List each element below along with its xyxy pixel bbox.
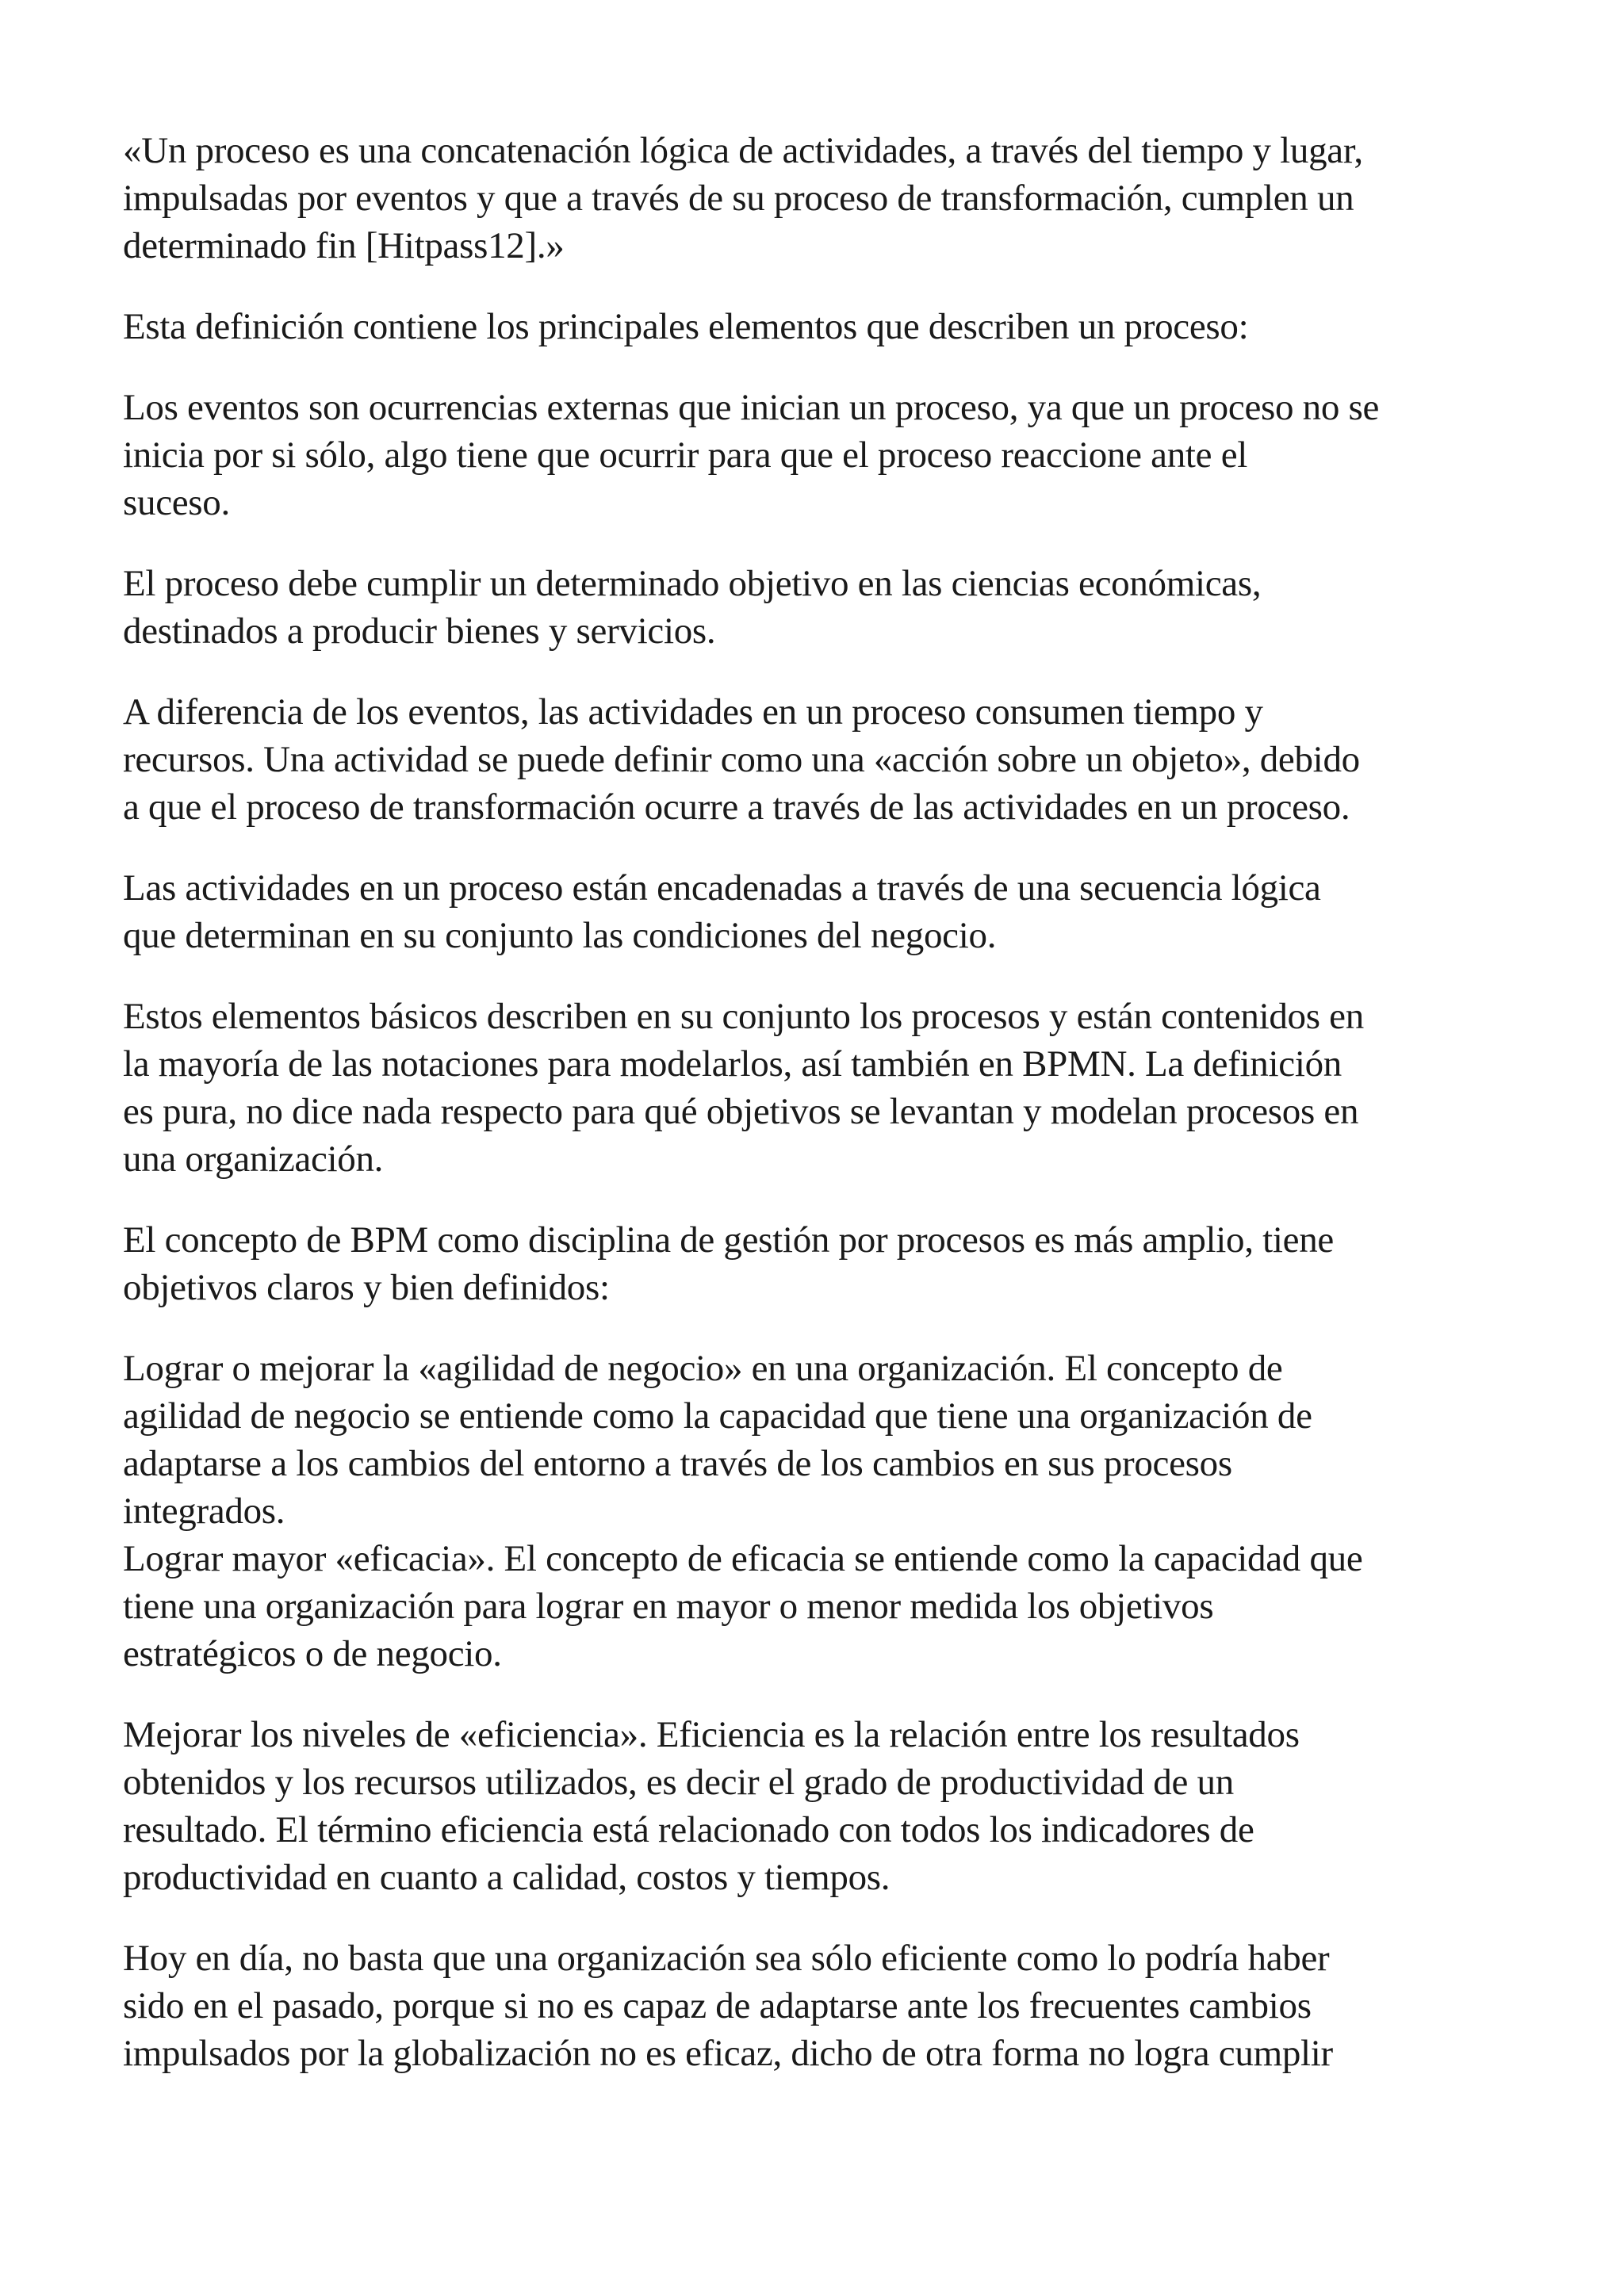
paragraph-4: [123, 560, 1526, 655]
text-line: Esta definición contiene los principales elementos que describen un proceso:: [123, 306, 1249, 347]
text-line: sido en el pasado, porque si no es capaz de adaptarse ante los frecuentes cambios: [123, 1985, 1312, 2026]
text-line: integrados.: [123, 1490, 285, 1532]
paragraph-3: [123, 384, 1526, 526]
text-line: tiene una organización para lograr en mayor o menor medida los objetivos: [123, 1586, 1214, 1627]
text-line: Lograr o mejorar la «agilidad de negocio» en una organización. El concepto de: [123, 1348, 1283, 1389]
text-line: que determinan en su conjunto las condiciones del negocio.: [123, 915, 997, 956]
text-line: «Un proceso es una concatenación lógica de actividades, a través del tiempo y lugar,: [123, 130, 1363, 171]
paragraph-9: [123, 1345, 1526, 1535]
text-line: impulsados por la globalización no es eficaz, dicho de otra forma no logra cumplir: [123, 2033, 1333, 2074]
text-line: recursos. Una actividad se puede definir como una «acción sobre un objeto», debido: [123, 739, 1360, 780]
text-line: la mayoría de las notaciones para modelarlos, así también en BPMN. La definición: [123, 1043, 1342, 1085]
text-column: [123, 127, 1526, 2110]
text-line: Los eventos son ocurrencias externas que inician un proceso, ya que un proceso no se: [123, 387, 1380, 428]
paragraph-1: [123, 127, 1526, 270]
text-line: estratégicos o de negocio.: [123, 1633, 502, 1674]
text-line: Hoy en día, no basta que una organización sea sólo eficiente como lo podría haber: [123, 1938, 1330, 1979]
paragraph-7: [123, 993, 1526, 1183]
paragraph-11: [123, 1711, 1526, 1901]
text-line: determinado fin [Hitpass12].»: [123, 225, 565, 266]
paragraph-6: [123, 864, 1526, 959]
text-line: El concepto de BPM como disciplina de gestión por procesos es más amplio, tiene: [123, 1219, 1334, 1261]
text-line: productividad en cuanto a calidad, costos y tiempos.: [123, 1857, 891, 1898]
text-line: destinados a producir bienes y servicios.: [123, 610, 716, 652]
text-line: Mejorar los niveles de «eficiencia». Eficiencia es la relación entre los resultados: [123, 1714, 1300, 1755]
text-line: adaptarse a los cambios del entorno a través de los cambios en sus procesos: [123, 1443, 1232, 1484]
text-line: Lograr mayor «eficacia». El concepto de eficacia se entiende como la capacidad que: [123, 1538, 1363, 1579]
text-line: objetivos claros y bien definidos:: [123, 1267, 610, 1308]
paragraph-2: [123, 303, 1526, 350]
text-line: Las actividades en un proceso están encadenadas a través de una secuencia lógica: [123, 867, 1321, 909]
text-line: a que el proceso de transformación ocurre a través de las actividades en un proceso.: [123, 786, 1350, 828]
paragraph-10: [123, 1535, 1526, 1678]
text-line: suceso.: [123, 482, 230, 523]
text-line: impulsadas por eventos y que a través de su proceso de transformación, cumplen un: [123, 178, 1354, 219]
text-line: A diferencia de los eventos, las actividades en un proceso consumen tiempo y: [123, 691, 1263, 733]
paragraph-8: [123, 1216, 1526, 1311]
text-line: Estos elementos básicos describen en su conjunto los procesos y están contenidos en: [123, 996, 1364, 1037]
text-line: una organización.: [123, 1138, 384, 1180]
text-line: El proceso debe cumplir un determinado objetivo en las ciencias económicas,: [123, 563, 1262, 604]
text-line: obtenidos y los recursos utilizados, es decir el grado de productividad de un: [123, 1762, 1234, 1803]
paragraph-5: [123, 688, 1526, 831]
paragraph-12: [123, 1934, 1526, 2077]
text-line: inicia por si sólo, algo tiene que ocurrir para que el proceso reaccione ante el: [123, 434, 1248, 476]
text-line: es pura, no dice nada respecto para qué objetivos se levantan y modelan procesos en: [123, 1091, 1359, 1132]
text-line: resultado. El término eficiencia está relacionado con todos los indicadores de: [123, 1809, 1254, 1850]
text-line: agilidad de negocio se entiende como la capacidad que tiene una organización de: [123, 1395, 1312, 1437]
